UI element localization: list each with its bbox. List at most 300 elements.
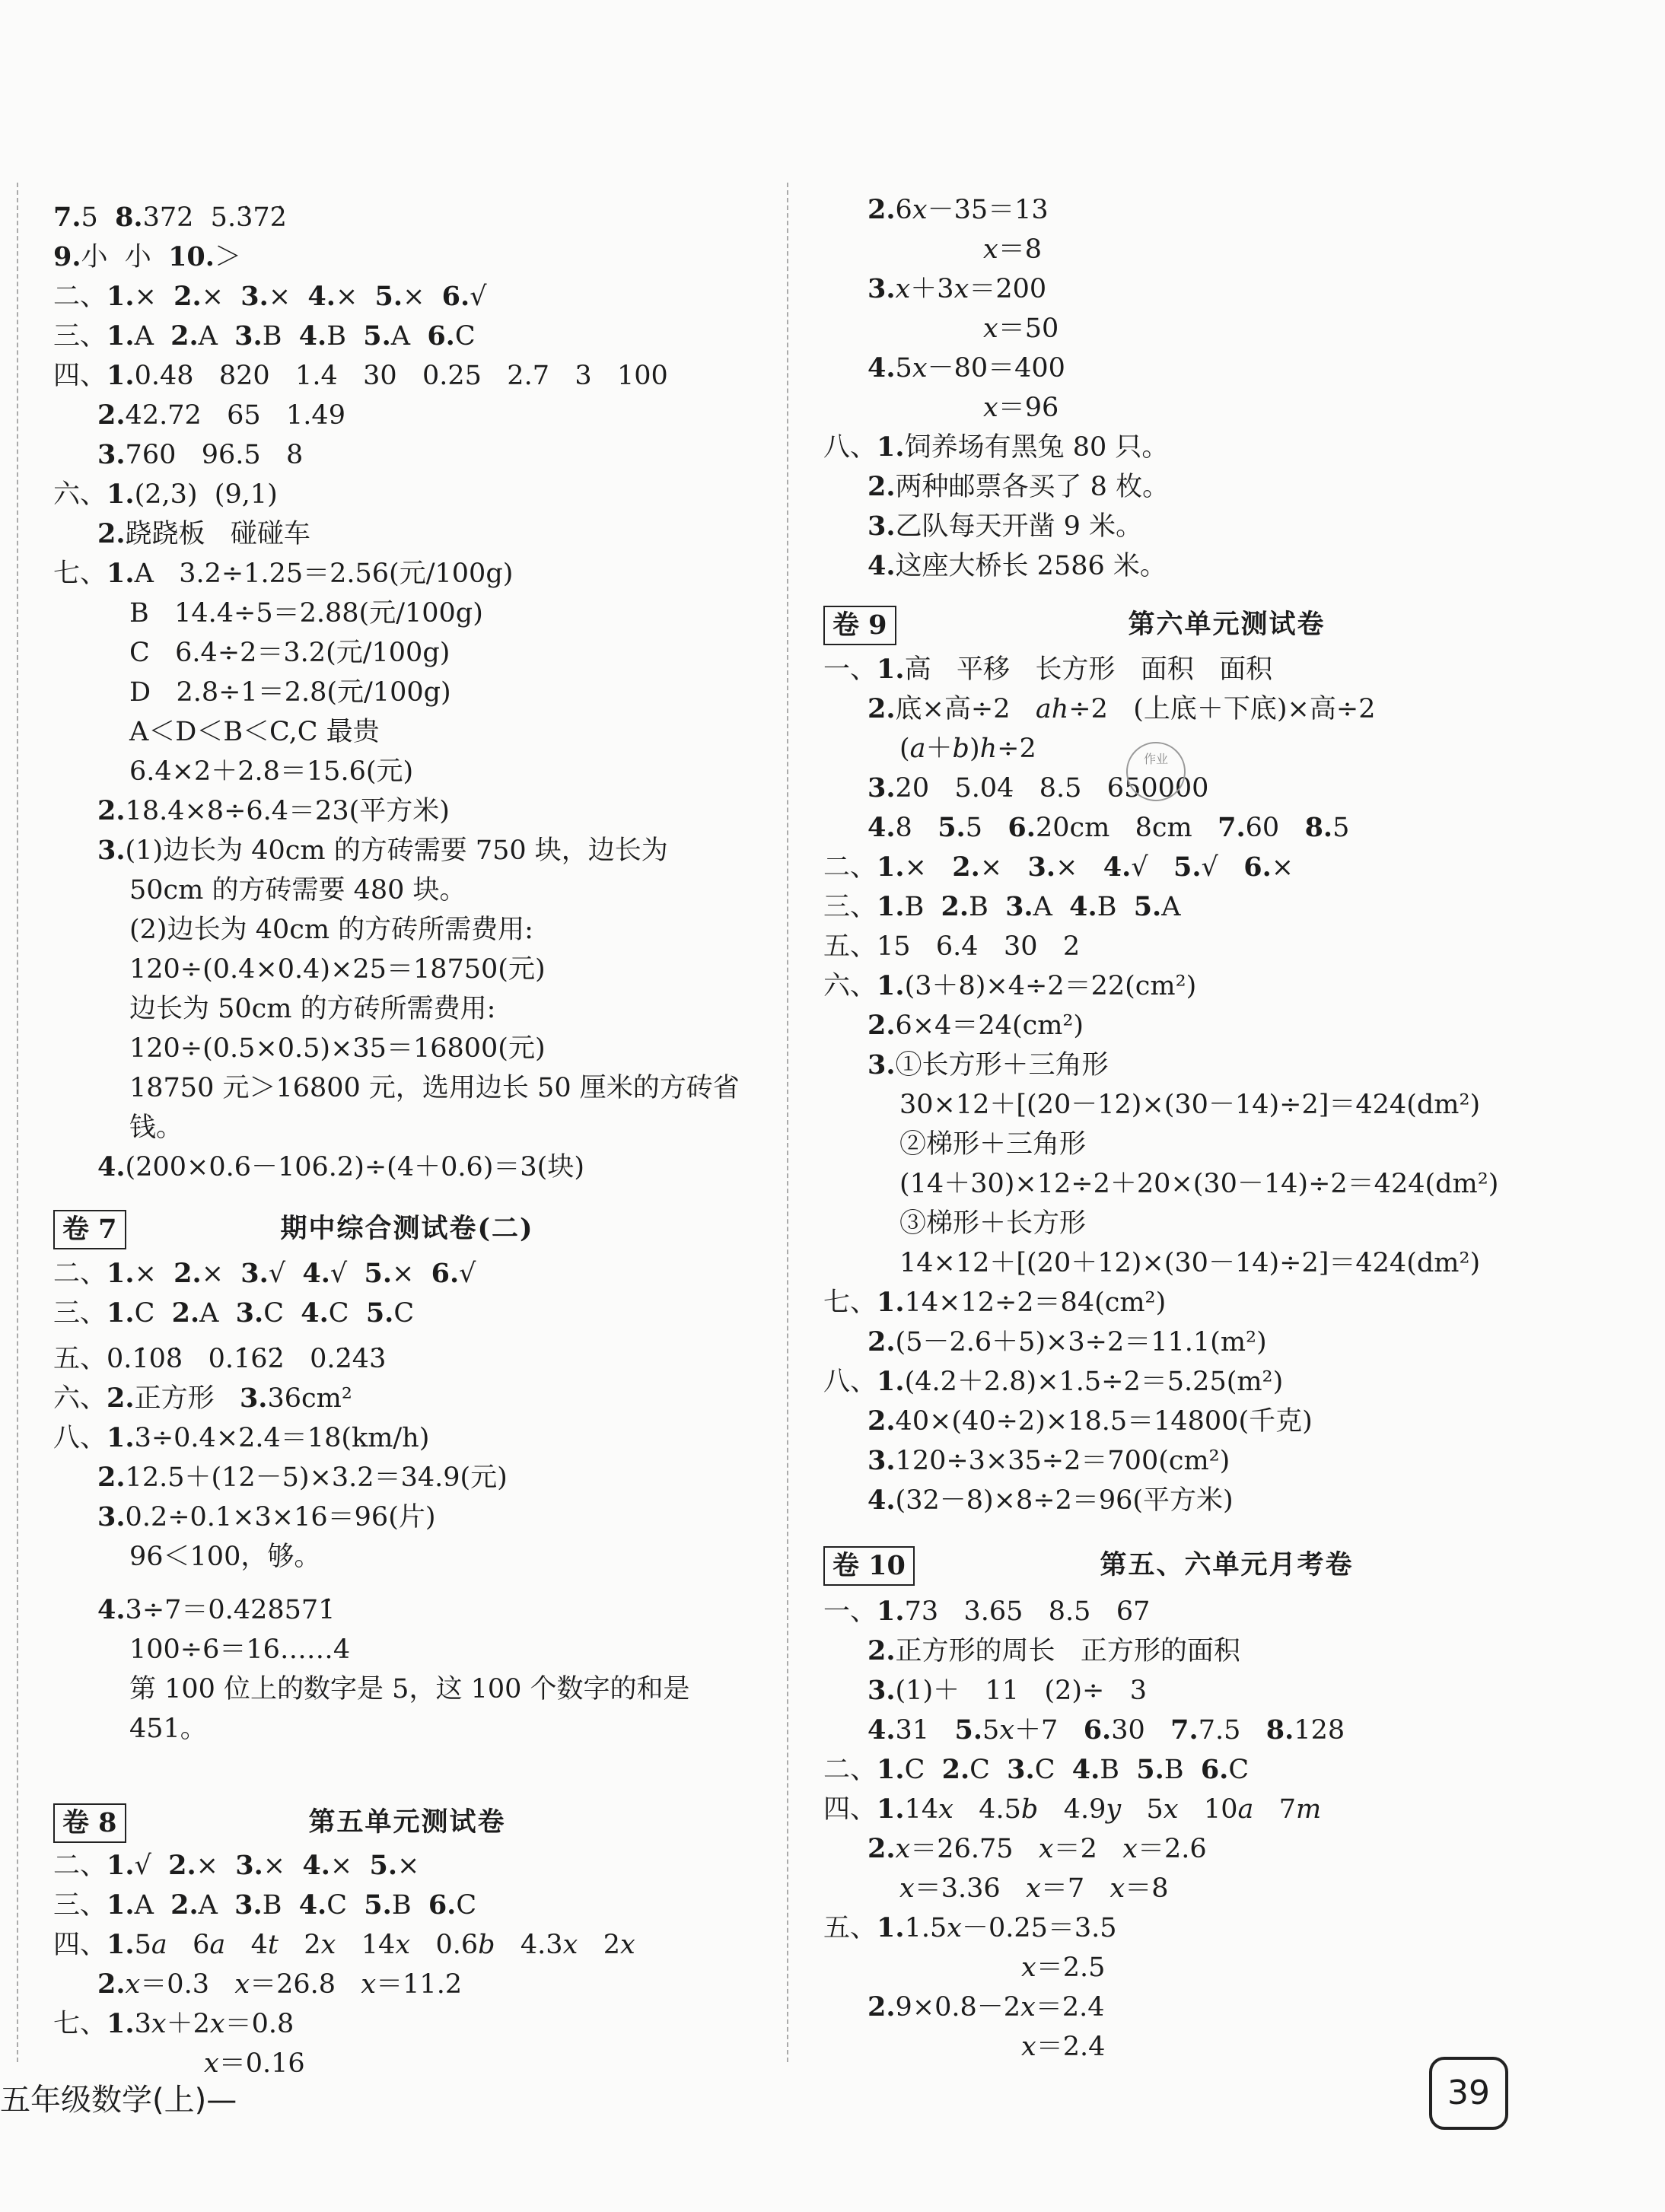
item-number: 1. bbox=[107, 281, 135, 312]
variable: x bbox=[899, 1873, 915, 1904]
answer-text: 18750 元＞16800 元，选用边长 50 厘米的方砖省 bbox=[129, 1073, 740, 1103]
item-number: 2. bbox=[97, 518, 126, 549]
item-number: 4. bbox=[868, 1714, 896, 1746]
answer-line bbox=[823, 1593, 1150, 1630]
section-title: 第五单元测试卷 bbox=[308, 1806, 506, 1838]
item-number: 4. bbox=[298, 320, 327, 352]
answer-text: 8 bbox=[895, 813, 938, 843]
answer-line bbox=[899, 1087, 1480, 1123]
item-number: 5. bbox=[1133, 891, 1162, 922]
answer-line bbox=[868, 1831, 1207, 1867]
answer-text: 760 96.5 8 bbox=[125, 440, 304, 470]
answer-text: A＜D＜B＜C,C 最贵 bbox=[129, 717, 380, 747]
answer-line bbox=[129, 1539, 320, 1575]
answer-text: × bbox=[979, 852, 1028, 883]
answer-text: ＝2.4 bbox=[1035, 1992, 1105, 2023]
item-number: 3. bbox=[868, 1445, 896, 1476]
item-number: 8. bbox=[115, 202, 143, 233]
variable: t bbox=[267, 1930, 279, 1960]
answer-text: －80＝400 bbox=[927, 353, 1065, 384]
answer-line bbox=[97, 1592, 335, 1628]
item-number: 2. bbox=[868, 471, 896, 502]
answer-text: √ bbox=[1201, 852, 1244, 883]
item-number: 1. bbox=[107, 360, 135, 391]
item-number: 5. bbox=[369, 1850, 398, 1881]
answer-text: 9×0.8－2 bbox=[895, 1992, 1021, 2023]
answer-text: 边长为 50cm 的方砖所需费用: bbox=[129, 994, 496, 1024]
answer-text: 六、 bbox=[53, 479, 107, 510]
section-title: 第五、六单元月考卷 bbox=[1100, 1549, 1354, 1580]
answer-text: 六、 bbox=[53, 1383, 107, 1414]
answer-line bbox=[899, 1166, 1498, 1202]
answer-text: 14×12＋[(20＋12)×(30－14)÷2]＝424(dm²) bbox=[899, 1248, 1481, 1278]
answer-text: × bbox=[904, 852, 953, 883]
item-number: 1. bbox=[107, 1929, 135, 1960]
variable: a bbox=[1237, 1794, 1254, 1825]
answer-line bbox=[868, 1482, 1234, 1519]
variable: m bbox=[1296, 1794, 1322, 1825]
answer-text: B 14.4÷5＝2.88(元/100g) bbox=[129, 598, 483, 629]
section-v10 bbox=[823, 1546, 1630, 1586]
answer-text: 0.6 bbox=[410, 1930, 479, 1960]
answer-text: A bbox=[390, 321, 428, 352]
item-number: 4. bbox=[868, 550, 896, 581]
answer-text: 30×12＋[(20－12)×(30－14)÷2]＝424(dm²) bbox=[899, 1090, 1481, 1120]
answer-text: 第 100 位上的数字是 5，这 100 个数字的和是 bbox=[129, 1674, 690, 1704]
answer-text: 4.3 bbox=[495, 1930, 563, 1960]
answer-text: 一、 bbox=[823, 654, 877, 685]
answer-line bbox=[53, 555, 513, 592]
answer-line bbox=[53, 239, 241, 275]
answer-text: 372 5.3̇72̇ bbox=[142, 202, 287, 233]
answer-text: ＝3.36 bbox=[914, 1873, 1027, 1904]
answer-text: ) bbox=[969, 734, 980, 764]
answer-line bbox=[129, 753, 413, 790]
answer-line bbox=[868, 192, 1049, 228]
variable: ah bbox=[1035, 694, 1069, 724]
item-number: 1. bbox=[877, 851, 905, 883]
answer-text: 2 bbox=[578, 1930, 620, 1960]
item-number: 4. bbox=[868, 812, 896, 843]
answer-text: 五、0.1̇08̇ 0.1̇62̇ 0.2̇43̇ bbox=[53, 1344, 387, 1374]
variable: b bbox=[478, 1930, 495, 1960]
section-title: 第六单元测试卷 bbox=[1128, 609, 1326, 640]
answer-line bbox=[97, 516, 310, 552]
answer-text: ＝2.4 bbox=[1036, 2032, 1106, 2062]
answer-line bbox=[1021, 1949, 1105, 1986]
item-number: 3. bbox=[97, 1501, 126, 1532]
answer-text: 6.4×2＋2.8＝15.6(元) bbox=[129, 756, 414, 787]
answer-text: ＝96 bbox=[998, 393, 1059, 423]
answer-text: A bbox=[199, 1298, 236, 1329]
answer-line bbox=[129, 595, 483, 632]
answer-text: 6 bbox=[167, 1930, 210, 1960]
answer-text: 三、 bbox=[53, 1298, 107, 1329]
answer-text: 小 小 bbox=[81, 242, 169, 272]
answer-text: 5 bbox=[965, 813, 1008, 843]
item-number: 3. bbox=[240, 281, 269, 312]
answer-text: 七、 bbox=[53, 2009, 107, 2039]
item-number: 2. bbox=[868, 1326, 896, 1357]
section-label: 卷 9 bbox=[823, 606, 896, 645]
item-number: 6. bbox=[1243, 851, 1272, 883]
answer-text: 三、 bbox=[823, 892, 877, 922]
answer-text: × bbox=[201, 1259, 241, 1289]
item-number: 4. bbox=[1103, 851, 1132, 883]
answer-text: B bbox=[1100, 1755, 1137, 1785]
answer-line bbox=[823, 889, 1181, 925]
item-number: 1. bbox=[107, 558, 135, 589]
answer-text: 7 bbox=[1253, 1794, 1296, 1825]
answer-text: A bbox=[1033, 892, 1070, 922]
variable: x bbox=[361, 1969, 377, 2000]
item-number: 2. bbox=[97, 1969, 126, 2000]
answer-line bbox=[97, 832, 668, 869]
answer-line bbox=[53, 358, 668, 394]
answer-line bbox=[868, 548, 1167, 584]
answer-text: 14 bbox=[336, 1930, 396, 1960]
answer-text: 31 bbox=[895, 1715, 955, 1746]
answer-line bbox=[868, 1403, 1313, 1440]
answer-text: ②梯形＋三角形 bbox=[899, 1129, 1087, 1160]
answer-text: C bbox=[456, 1890, 477, 1921]
item-number: 4. bbox=[298, 1889, 327, 1921]
answer-text: 3÷0.4×2.4＝18(km/h) bbox=[134, 1423, 430, 1453]
item-number: 4. bbox=[302, 1258, 330, 1289]
answer-text: －35＝13 bbox=[927, 195, 1049, 225]
section-v7 bbox=[53, 1210, 761, 1249]
answer-text: 5 bbox=[895, 353, 912, 384]
answer-line bbox=[983, 390, 1059, 426]
item-number: 2. bbox=[107, 1383, 135, 1414]
answer-text: ＝2 bbox=[1053, 1834, 1123, 1864]
answer-text: ＝7 bbox=[1040, 1873, 1110, 1904]
answer-text: C bbox=[328, 1298, 366, 1329]
item-number: 1. bbox=[107, 320, 135, 352]
item-number: 6. bbox=[1008, 812, 1036, 843]
variable: x bbox=[1020, 1992, 1036, 2023]
variable: x bbox=[983, 393, 998, 423]
answer-text: 14 bbox=[904, 1794, 939, 1825]
item-number: 1. bbox=[107, 1258, 135, 1289]
answer-text: × bbox=[263, 1851, 303, 1881]
answer-text: 五、 bbox=[823, 1913, 877, 1943]
item-number: 3. bbox=[868, 1675, 896, 1706]
answer-line bbox=[899, 730, 1036, 767]
variable: x bbox=[125, 1969, 141, 2000]
variable: x bbox=[204, 2048, 219, 2079]
variable: x bbox=[1026, 1873, 1041, 1904]
item-number: 4. bbox=[307, 281, 336, 312]
item-number: 1. bbox=[107, 1850, 135, 1881]
item-number: 3. bbox=[868, 1049, 896, 1081]
answer-text: C bbox=[969, 1755, 1008, 1785]
item-number: 4. bbox=[1069, 891, 1097, 922]
section-label: 卷 8 bbox=[53, 1803, 126, 1843]
answer-text: D 2.8÷1＝2.8(元/100g) bbox=[129, 677, 451, 708]
variable: x bbox=[619, 1930, 635, 1960]
answer-text: C bbox=[134, 1298, 172, 1329]
section-label: 卷 10 bbox=[823, 1546, 915, 1586]
answer-line bbox=[129, 1671, 690, 1708]
answer-text: 二、 bbox=[823, 1755, 877, 1785]
answer-text: (1)＋ 11 (2)÷ 3 bbox=[895, 1676, 1147, 1706]
answer-text: √ bbox=[1131, 852, 1173, 883]
answer-text: 120÷(0.4×0.4)×25＝18750(元) bbox=[129, 954, 546, 985]
variable: x bbox=[912, 195, 928, 225]
answer-text: 四、 bbox=[53, 361, 107, 391]
answer-text: 八、 bbox=[823, 432, 877, 463]
answer-text: 高 平移 长方形 面积 面积 bbox=[904, 654, 1273, 685]
answer-text: × bbox=[201, 282, 241, 312]
answer-text: √ bbox=[459, 1259, 476, 1289]
answer-line bbox=[868, 1047, 1109, 1084]
item-number: 4. bbox=[1071, 1754, 1100, 1785]
item-number: 5. bbox=[1136, 1754, 1164, 1785]
item-number: 2. bbox=[868, 1405, 896, 1437]
answer-text: (5－2.6＋5)×3÷2＝11.1(m²) bbox=[895, 1327, 1267, 1357]
homework-stamp bbox=[1126, 742, 1186, 801]
item-number: 3. bbox=[240, 1258, 269, 1289]
answer-line bbox=[53, 2006, 294, 2042]
item-number: 2. bbox=[168, 1850, 196, 1881]
item-number: 2. bbox=[941, 1754, 970, 1785]
item-number: 5. bbox=[365, 1297, 394, 1329]
item-number: 2. bbox=[952, 851, 980, 883]
answer-line bbox=[823, 1910, 1117, 1946]
answer-line bbox=[823, 928, 1080, 965]
answer-text: 八、 bbox=[53, 1423, 107, 1453]
answer-text: 3 bbox=[134, 2009, 151, 2039]
item-number: 6. bbox=[431, 1258, 460, 1289]
answer-text: 三、 bbox=[53, 321, 107, 352]
answer-line bbox=[868, 1633, 1240, 1669]
item-number: 1. bbox=[877, 1596, 905, 1627]
item-number: 7. bbox=[1218, 812, 1246, 843]
answer-text: ＝11.2 bbox=[376, 1969, 463, 2000]
answer-text: C bbox=[263, 1298, 301, 1329]
answer-text: 30 bbox=[1111, 1715, 1171, 1746]
answer-line bbox=[823, 1791, 1321, 1828]
answer-text: ③梯形＋长方形 bbox=[899, 1208, 1087, 1239]
item-number: 2. bbox=[868, 1833, 896, 1864]
item-number: 1. bbox=[877, 891, 905, 922]
answer-line bbox=[129, 1070, 740, 1106]
item-number: 3. bbox=[1027, 851, 1056, 883]
variable: x bbox=[983, 313, 998, 344]
answer-line bbox=[823, 1364, 1283, 1400]
answer-text: 20cm 8cm bbox=[1035, 813, 1218, 843]
answer-line bbox=[868, 691, 1375, 727]
page-number: 39 bbox=[1429, 2057, 1508, 2130]
item-number: 5. bbox=[364, 1258, 393, 1289]
answer-text: 42.72 65 1.49 bbox=[125, 400, 345, 431]
answer-text: 四、 bbox=[53, 1930, 107, 1960]
answer-text: 七、 bbox=[823, 1287, 877, 1318]
variable: x bbox=[1038, 1834, 1054, 1864]
answer-text: B bbox=[326, 321, 364, 352]
item-number: 2. bbox=[97, 399, 126, 431]
variable: x bbox=[953, 274, 969, 304]
answer-text: －0.25＝3.5 bbox=[961, 1913, 1117, 1943]
variable: b bbox=[1020, 1794, 1039, 1825]
answer-text: 三、 bbox=[53, 1890, 107, 1921]
variable: x bbox=[895, 274, 911, 304]
answer-line bbox=[868, 1989, 1105, 2026]
answer-text: A bbox=[134, 1890, 171, 1921]
item-number: 5. bbox=[363, 320, 391, 352]
answer-line bbox=[823, 968, 1196, 1004]
section-title: 期中综合测试卷(二) bbox=[280, 1213, 534, 1244]
answer-text: (3＋8)×4÷2＝22(cm²) bbox=[904, 971, 1197, 1001]
answer-line bbox=[53, 199, 287, 236]
answer-text: 7.5 bbox=[1198, 1715, 1266, 1746]
answer-text: 正方形 bbox=[134, 1383, 240, 1414]
item-number: 5. bbox=[374, 281, 403, 312]
column-divider bbox=[787, 183, 788, 2062]
answer-line bbox=[97, 1459, 508, 1496]
answer-text: 二、 bbox=[823, 852, 877, 883]
section-v9 bbox=[823, 606, 1630, 645]
item-number: 2. bbox=[174, 281, 202, 312]
answer-text: 二、 bbox=[53, 1259, 107, 1289]
variable: x bbox=[999, 1715, 1015, 1746]
answer-line bbox=[129, 1109, 183, 1146]
answer-text: C 6.4÷2＝3.2(元/100g) bbox=[129, 638, 450, 668]
item-number: 6. bbox=[1083, 1714, 1112, 1746]
answer-text: 二、 bbox=[53, 282, 107, 312]
answer-text: 1.5 bbox=[904, 1913, 947, 1943]
answer-line bbox=[97, 437, 303, 473]
answer-line bbox=[868, 350, 1065, 387]
answer-text: 96＜100，够。 bbox=[129, 1542, 321, 1572]
item-number: 1. bbox=[877, 1754, 905, 1785]
item-number: 4. bbox=[97, 1594, 126, 1625]
item-number: 2. bbox=[174, 1258, 202, 1289]
answer-text: B bbox=[1164, 1755, 1201, 1785]
item-number: 10. bbox=[168, 241, 215, 272]
answer-text: 128 bbox=[1294, 1715, 1345, 1746]
answer-text: 5 bbox=[1332, 813, 1350, 843]
answer-text: 5 bbox=[81, 202, 116, 233]
item-number: 7. bbox=[1170, 1714, 1199, 1746]
answer-line bbox=[97, 1499, 436, 1536]
answer-line bbox=[97, 1149, 584, 1186]
answer-text: √ bbox=[329, 1259, 365, 1289]
answer-text: 5 bbox=[1121, 1794, 1164, 1825]
answer-line bbox=[823, 1752, 1249, 1788]
answer-text: × bbox=[392, 1259, 431, 1289]
answer-line bbox=[868, 810, 1349, 846]
answer-text: C bbox=[326, 1890, 365, 1921]
item-number: 1. bbox=[877, 1366, 905, 1397]
variable: a bbox=[209, 1930, 226, 1960]
item-number: 2. bbox=[170, 1889, 199, 1921]
answer-text: × bbox=[329, 1851, 370, 1881]
variable: y bbox=[1106, 1794, 1122, 1825]
answer-text: × bbox=[134, 1259, 174, 1289]
answer-text: 120÷3×35÷2＝700(cm²) bbox=[895, 1446, 1230, 1476]
answer-line bbox=[823, 651, 1272, 688]
item-number: 2. bbox=[171, 1297, 200, 1329]
answer-text: √ bbox=[470, 282, 487, 312]
answer-text: 六、 bbox=[823, 971, 877, 1001]
answer-line bbox=[868, 1443, 1230, 1479]
item-number: 1. bbox=[107, 479, 135, 510]
item-number: 4. bbox=[301, 1297, 329, 1329]
answer-text: A bbox=[198, 321, 235, 352]
answer-text: × bbox=[403, 282, 442, 312]
answer-text: 36cm² bbox=[267, 1383, 352, 1414]
item-number: 3. bbox=[235, 1850, 263, 1881]
item-number: 5. bbox=[364, 1889, 392, 1921]
answer-line bbox=[1021, 2029, 1105, 2065]
answer-text: (1)边长为 40cm 的方砖需要 750 块，边长为 bbox=[125, 835, 668, 866]
answer-text: 五、15 6.4 30 2 bbox=[823, 931, 1081, 962]
answer-text: 40×(40÷2)×18.5＝14800(千克) bbox=[895, 1406, 1313, 1437]
item-number: 9. bbox=[53, 241, 81, 272]
answer-text: 七、 bbox=[53, 559, 107, 589]
variable: h bbox=[979, 734, 998, 764]
item-number: 2. bbox=[868, 1635, 896, 1666]
variable: b bbox=[952, 734, 969, 764]
answer-text: C bbox=[454, 321, 476, 352]
answer-text: B bbox=[969, 892, 1006, 922]
answer-text: A bbox=[198, 1890, 235, 1921]
item-number: 6. bbox=[427, 320, 455, 352]
item-number: 1. bbox=[107, 1297, 135, 1329]
answer-text: (2,3) (9,1) bbox=[134, 479, 278, 510]
answer-line bbox=[129, 951, 546, 988]
answer-text: × bbox=[397, 1851, 420, 1881]
item-number: 7. bbox=[53, 202, 81, 233]
item-number: 3. bbox=[868, 511, 896, 542]
answer-text: 饲养场有黑兔 80 只。 bbox=[904, 432, 1169, 463]
variable: x bbox=[562, 1930, 578, 1960]
item-number: 3. bbox=[868, 772, 896, 804]
answer-text: C bbox=[393, 1298, 415, 1329]
answer-text: 四、 bbox=[823, 1794, 877, 1825]
answer-line bbox=[97, 1966, 462, 2003]
item-number: 1. bbox=[877, 1793, 905, 1825]
answer-text: 50cm 的方砖需要 480 块。 bbox=[129, 875, 466, 905]
answer-line bbox=[97, 397, 345, 434]
answer-text: ＝8 bbox=[998, 234, 1043, 265]
answer-line bbox=[983, 231, 1042, 268]
answer-text: 4.5 bbox=[953, 1794, 1021, 1825]
answer-text: (2)边长为 40cm 的方砖所需费用: bbox=[129, 915, 533, 945]
answer-text: × bbox=[1271, 852, 1294, 883]
answer-text: ＝200 bbox=[969, 274, 1047, 304]
variable: x bbox=[1109, 1873, 1125, 1904]
item-number: 1. bbox=[107, 1422, 135, 1453]
variable: x bbox=[983, 234, 998, 265]
item-number: 3. bbox=[234, 320, 263, 352]
variable: x bbox=[395, 1930, 411, 1960]
item-number: 2. bbox=[868, 1991, 896, 2023]
answer-text: B bbox=[1097, 892, 1134, 922]
answer-text: 4.9 bbox=[1038, 1794, 1106, 1825]
variable: x bbox=[234, 1969, 250, 2000]
item-number: 3. bbox=[239, 1383, 268, 1414]
answer-text: A bbox=[134, 321, 171, 352]
item-number: 3. bbox=[235, 1297, 264, 1329]
answer-text: B bbox=[391, 1890, 428, 1921]
answer-text: ＋2 bbox=[166, 2009, 210, 2039]
answer-text: 4 bbox=[225, 1930, 268, 1960]
item-number: 1. bbox=[107, 1889, 135, 1921]
answer-line bbox=[868, 1007, 1084, 1044]
